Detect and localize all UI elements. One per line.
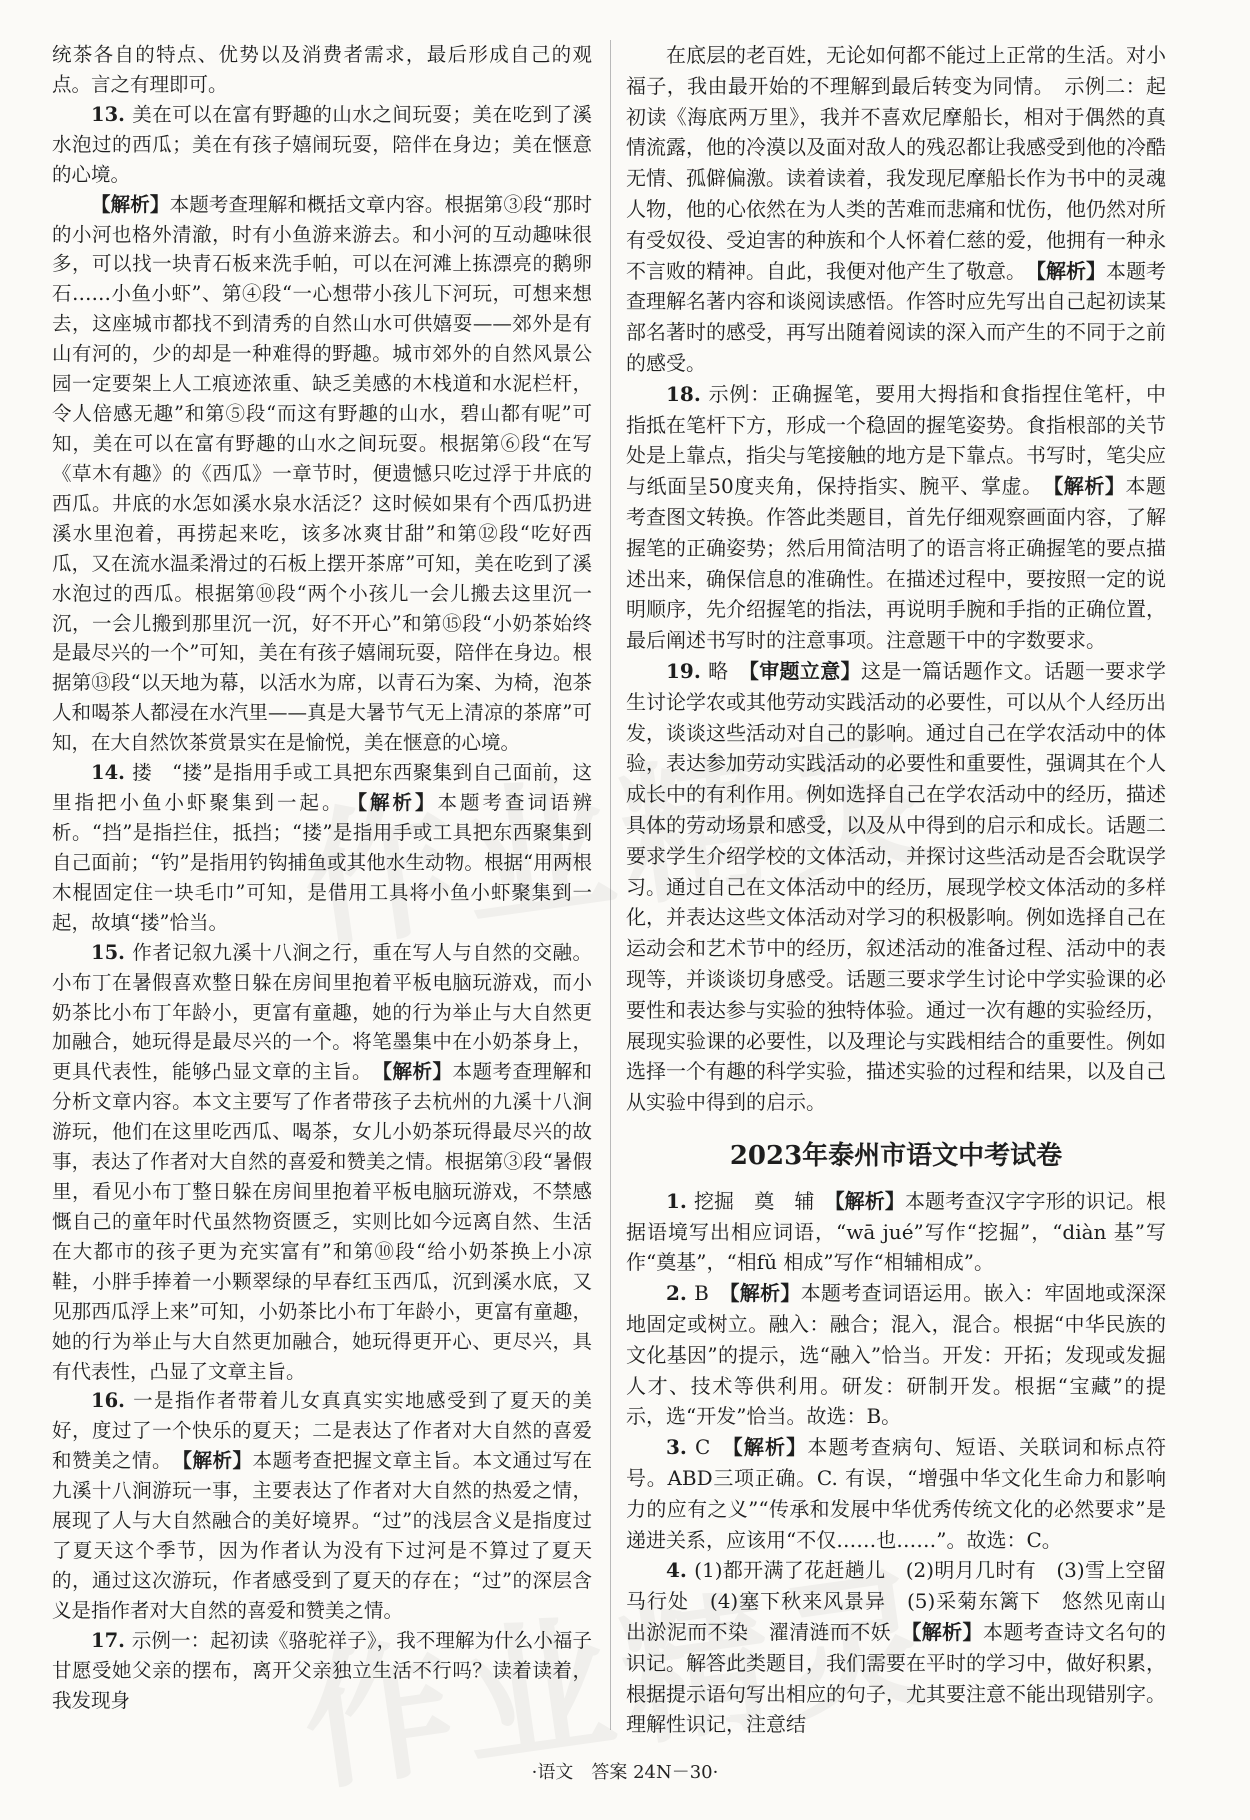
answer-text: 本题考查理解和概括文章内容。根据第③段“那时的小河也格外清澈，时有小鱼游来游去。和小河的互动趣味很多，可以找一块青石板来洗手帕，可以在河滩上拣漂亮的鹅卵石……小鱼小虾”、第④段“一心想带小孩儿下河玩，可想来想去，这座城市都找不到清秀的自然山水可供嬉耍——郊外是有山有河的，少的却是一种难得的野趣。城市郊外的自然风景公园一定要架上人工痕迹浓重、缺乏美感的木栈道和水泥栏杆，令人倍感无趣”和第⑤段“而这有野趣的山水，碧山都有呢”可知，美在可以在富有野趣的山水之间玩耍。根据第⑥段“在写《草木有趣》的《西瓜》一章节时，便遗憾只吃过浮于井底的西瓜。井底的水怎如溪水泉水活泛？这时候如果有个西瓜扔进溪水里泡着，再捞起来吃，该多冰爽甘甜”和第⑫段“吃好西瓜，又在流水温柔滑过的石板上摆开茶席”可知，美在吃到了溪水泡过的西瓜。根据第⑩段“两个小孩儿一会儿搬去这里沉一沉，一会儿搬到那里沉一沉，好不开心”和第⑮段“小奶茶始终是最尽兴的一个”可知，美在有孩子嬉闹玩耍，陪伴在身边。根据第⑬段“以天地为幕，以活水为席，以青石为案、为椅，泡茶人和喝茶人都浸在水汽里——真是大暑节气无上清凉的茶席”可知，在大自然饮茶赏景实在是愉悦，美在惬意的心境。: [52, 192, 592, 755]
question-number: 17.: [91, 1628, 132, 1652]
answer-paragraph: [52, 100, 592, 190]
question-number: 3.: [666, 1435, 696, 1460]
analysis-text: 本题考查把握文章主旨。本文通过写在九溪十八涧游玩一事，主要表达了作者对大自然的热爱之情，展现了人与大自然融合的美好境界。“过”的浅层含义是指度过了夏天这个季节，因为作者认为没有下过河是不算过了夏天的，通过这次游玩，作者感受到了夏天的存在；“过”的深层含义是指作者对大自然的喜爱和赞美之情。: [52, 1449, 592, 1622]
answer-text: 在底层的老百姓，无论如何都不能过上正常的生活。对小福子，我由最开始的不理解到最后转变为同情。 示例二：起初读《海底两万里》，我并不喜欢尼摩船长，相对于偶然的真情流露，他的冷漠以及面对敌人的残忍都让我感受到他的冷酷无情、孤僻偏激。读着读着，我发现尼摩船长作为书中的灵魂人物，他的心依然在为人类的苦难而悲痛和忧伤，他仍然对所有受奴役、受迫害的种族和个人怀着仁慈的爱，他拥有一种永不言败的精神。自此，我便对他产生了敬意。: [626, 43, 1166, 283]
answer-paragraph: [626, 379, 1166, 656]
answer-text: 美在可以在富有野趣的山水之间玩耍；美在吃到了溪水泡过的西瓜；美在有孩子嬉闹玩耍，陪伴在身边；美在惬意的心境。: [52, 102, 592, 186]
answer-text: 略: [708, 658, 729, 683]
question-number: 13.: [91, 102, 133, 126]
analysis-tag: 【解析】: [834, 1188, 905, 1213]
answer-paragraph: [52, 40, 592, 100]
question-number: 15.: [91, 940, 133, 964]
analysis-tag: 【解析】: [91, 192, 170, 216]
answer-text: 示例一：起初读《骆驼祥子》，我不理解为什么小福子甘愿受她父亲的摆布，离开父亲独立生活不行吗？读着读着，我发现身: [52, 1628, 592, 1712]
answer-text: (1)都开满了花赶趟儿 (2)明月几时有 (3)雪上空留马行处 (4)塞下秋来风景异 (5)采菊东篱下 悠然见南山 出淤泥而不染 濯清涟而不妖: [626, 1558, 1186, 1645]
question-number: 4.: [666, 1558, 695, 1583]
answer-text: C: [695, 1435, 711, 1460]
analysis-text: 本题考查图文转换。作答此类题目，首先仔细观察画面内容，了解握笔的正确姿势；然后用简洁明了的语言将正确握笔的要点描述出来，确保信息的准确性。在描述过程中，要按照一定的说明顺序，先介绍握笔的指法，再说明手腕和手指的正确位置，最后阐述书写时的注意事项。注意题干中的字数要求。: [626, 474, 1167, 653]
analysis-text: 本题考查理解名著内容和谈阅读感悟。作答时应先写出自己起初读某部名著时的感受，再写出随着阅读的深入而产生的不同于之前的感受。: [626, 258, 1166, 375]
analysis-tag: 【解析】: [732, 1435, 808, 1460]
answer-text: 搂 “搂”是指用手或工具把东西聚集到自己面前，这里指把小鱼小虾聚集到一起。: [52, 761, 592, 815]
question-number: 19.: [666, 658, 709, 683]
answer-text: 统茶各自的特点、优势以及消费者需求，最后形成自己的观点。言之有理即可。: [52, 43, 592, 96]
analysis-text: 本题考查病句、短语、关联词和标点符号。ABD三项正确。C. 有误，“增强中华文化生命力和影响力的应有之义”“传承和发展中华优秀传统文化的必然要求”是递进关系，应该用“不仅……也……”。故选：C。: [626, 1435, 1167, 1552]
answer-text: 示例：正确握笔，要用大拇指和食指捏住笔杆，中指抵在笔杆下方，形成一个稳固的握笔姿势。食指根部的关节处是上靠点，指尖与笔接触的地方是下靠点。书写时，笔尖应与纸面呈50度夹角，保持指实、腕平、掌虚。: [626, 381, 1166, 499]
analysis-tag: 【解析】: [182, 1449, 253, 1473]
analysis-tag: 【解析】: [729, 1281, 801, 1306]
analysis-tag: 【审题立意】: [748, 658, 861, 683]
answer-text: 作者记叙九溪十八涧之行，重在写人与自然的交融。小布丁在暑假喜欢整日躲在房间里抱着平板电脑玩游戏，而小奶茶比小布丁年龄小，更富有童趣，她的行为举止与大自然更加融合，她玩得是最尽兴的一个。将笔墨集中在小奶茶身上，更具代表性，能够凸显文章的主旨。: [52, 940, 592, 1084]
answer-paragraph: [626, 1186, 1166, 1278]
analysis-text: 本题考查汉字字形的识记。根据语境写出相应词语，“wā jué”写作“挖掘”，“diàn 基”写作“奠基”，“相fǔ 相成”写作“相辅相成”。: [626, 1188, 1167, 1275]
answer-paragraph: [52, 938, 592, 1387]
analysis-tag: 【解析】: [1053, 474, 1126, 499]
answer-paragraph: [626, 40, 1166, 379]
section-title: 2023年泰州市语文中考试卷: [729, 1140, 1063, 1171]
answer-text: 一是指作者带着儿女真真实实地感受到了夏天的美好，度过了一个快乐的夏天；二是表达了作者对大自然的喜爱和赞美之情。: [52, 1389, 592, 1473]
analysis-tag: 【解析】: [357, 791, 438, 815]
answer-paragraph: [626, 1278, 1166, 1432]
analysis-text: 本题考查诗文名句的识记。解答此类题目，我们需要在平时的学习中，做好积累，根据提示语句写出相应的句子，尤其要注意不能出现错别字。理解性识记，注意结: [626, 1620, 1167, 1737]
analysis-text: 这是一篇话题作文。话题一要求学生讨论学农或其他劳动实践活动的必要性，可以从个人经历出发，谈谈这些活动对自己的影响。通过自己在学农活动中的体验，表达参加劳动实践活动的必要性和重要性，强调其在个人成长中的有利作用。例如选择自己在学农活动中的经历，描述具体的劳动场景和感受，以及从中得到的启示和成长。话题二要求学生介绍学校的文体活动，并探讨这些活动是否会耽误学习。通过自己在文体活动中的经历，展现学校文体活动的多样化，并表达这些文体活动对学习的积极影响。例如选择自己在运动会和艺术节中的经历，叙述活动的准备过程、活动中的表现等，并谈谈切身感受。话题三要求学生讨论中学实验课的必要性和表达参与实验的独特体验。通过一次有趣的实验经历，展现实验课的必要性，以及理论与实践相结合的重要性。例如选择一个有趣的科学实验，描述实验的过程和结果，以及自己从实验中得到的启示。: [626, 658, 1167, 1115]
analysis-tag: 【解析】: [911, 1620, 983, 1645]
question-number: 1.: [666, 1188, 694, 1213]
question-number: 2.: [666, 1281, 695, 1306]
answer-text: 挖掘 奠 辅: [693, 1188, 815, 1213]
question-number: 18.: [666, 381, 709, 406]
question-number: 16.: [91, 1389, 134, 1413]
analysis-text: 本题考查理解和分析文章内容。本文主要写了作者带孩子去杭州的九溪十八涧游玩，他们在这里吃西瓜、喝茶，女儿小奶茶玩得最尽兴的故事，表达了作者对大自然的喜爱和赞美之情。根据第③段“暑假里，看见小布丁整日躲在房间里抱着平板电脑玩游戏，不禁感慨自己的童年时代虽然物资匮乏，实则比如今远离自然、生活在大都市的孩子更为充实富有”和第⑩段“给小奶茶换上小凉鞋，小胖手捧着一小颗翠绿的早春红玉西瓜，沉到溪水底，又见那西瓜浮上来”可知，小奶茶比小布丁年龄小，更富有童趣，她的行为举止与大自然更加融合，她玩得更开心、更尽兴，具有代表性，凸显了文章主旨。: [52, 1060, 592, 1383]
answer-text: B: [694, 1281, 709, 1306]
answer-paragraph: [52, 190, 592, 759]
page-footer: ·语文 答案 24N－30·: [531, 1762, 719, 1783]
analysis-tag: 【解析】: [1036, 258, 1106, 283]
analysis-tag: 【解析】: [382, 1060, 453, 1084]
analysis-text: 本题考查词语运用。嵌入：牢固地或深深地固定或树立。融入：融合；混入，混合。根据“中华民族的文化基因”的提示，选“融入”恰当。开发：开拓；发现或发掘人才、技术等供利用。研发：研制开发。根据“宝藏”的提示，选“开发”恰当。故选：B。: [626, 1281, 1167, 1429]
analysis-text: 本题考查词语辨析。“挡”是指拦住，抵挡；“搂”是指用手或工具把东西聚集到自己面前；“钓”是指用钓钩捕鱼或其他水生动物。根据“用两根木棍固定住一块毛巾”可知，是借用工具将小鱼小虾聚集到一起，故填“搂”恰当。: [52, 791, 592, 934]
question-number: 14.: [91, 761, 133, 785]
